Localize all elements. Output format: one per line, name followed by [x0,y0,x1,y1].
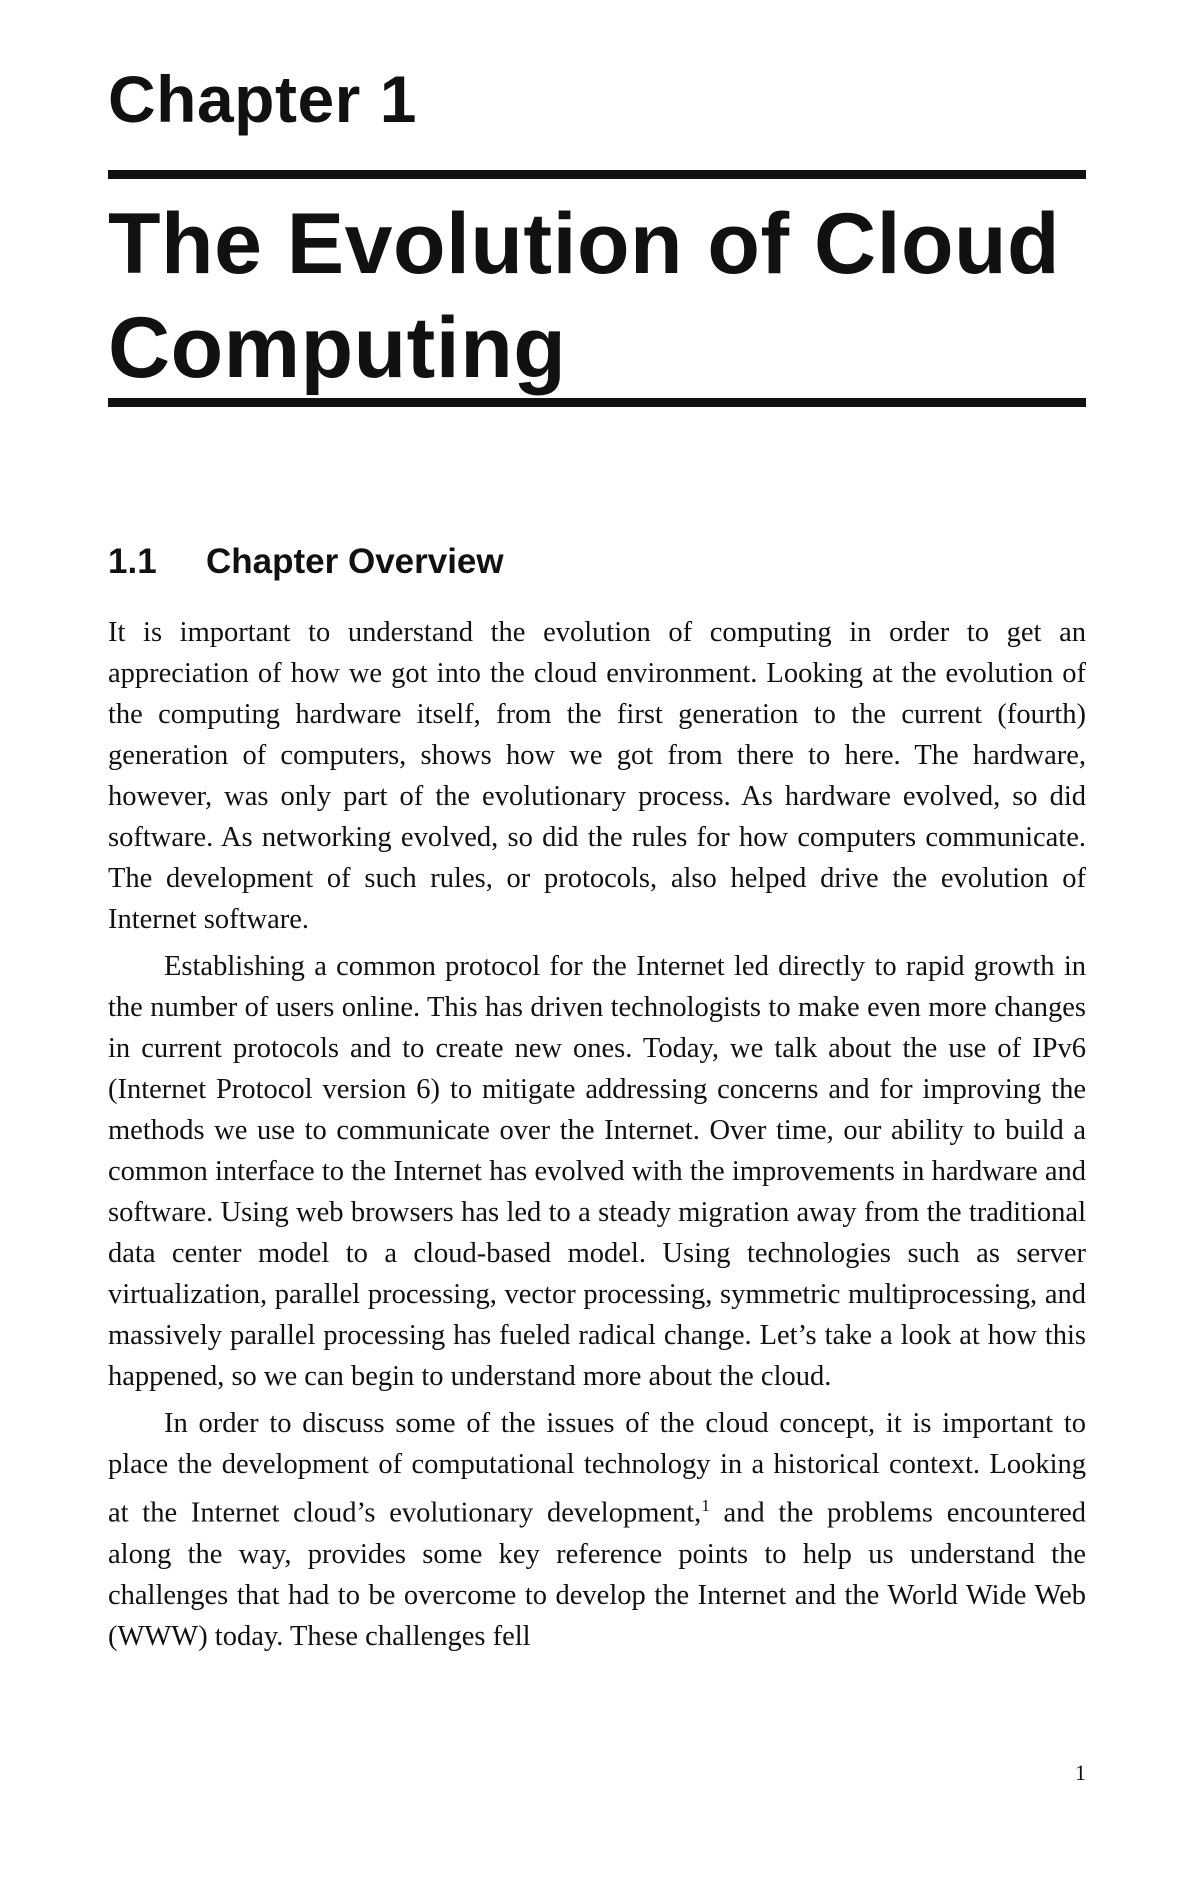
paragraph-2: Establishing a common protocol for the Internet led directly to rapid growth in the number of users online. This has driven technologists to make even more changes in current protocols and to create new ones. Today, we talk about the use of IPv6 (Internet Protocol version 6) to mitigate addressing concerns and for improving the methods we use to communicate over the Internet. Over time, our ability to build a common interface to the Internet has evolved with the improvements in hardware and software. Using web browsers has led to a steady migration away from the traditional data center model to a cloud-based model. Using technologies such as server virtualization, parallel processing, vector processing, symmetric multiprocessing, and massively parallel processing has fueled radical change. Let’s take a look at how this happened, so we can begin to understand more about the cloud. [108,951,1086,1392]
paragraph-3-text-continued: and the problems encountered along the way, provides some key reference points to help us understand the challenges that had to be overcome to develop the Internet and the World Wide Web (WWW) today. These challenges fell [108,1497,1086,1652]
chapter-label: Chapter 1 [108,62,417,136]
top-rule [108,170,1086,179]
section-number: 1.1 [108,542,157,581]
footnote-ref[interactable]: 1 [701,1496,710,1515]
chapter-title: The Evolution of Cloud Computing [108,196,1061,396]
paragraph-3-text: In order to discuss some of the issues of the cloud concept, it is important to place the development of computational technology in a historical context. Looking at the Internet cloud’s evolutionary development, [108,1408,1086,1529]
body-text [108,612,1086,1663]
bottom-rule [108,398,1086,407]
page-number: 1 [1075,1760,1086,1785]
paragraph-1: It is important to understand the evolution of computing in order to get an appreciation of how we got into the cloud environment. Looking at the evolution of the computing hardware itself, from the first generation to the current (fourth) generation of computers, shows how we got from there to here. The hardware, however, was only part of the evolutionary process. As hardware evolved, so did software. As networking evolved, so did the rules for how computers communicate. The development of such rules, or protocols, also helped drive the evolution of Internet software. [108,617,1086,935]
section-heading [108,542,504,582]
section-title: Chapter Overview [206,542,504,581]
paragraph-3 [108,1403,1086,1657]
